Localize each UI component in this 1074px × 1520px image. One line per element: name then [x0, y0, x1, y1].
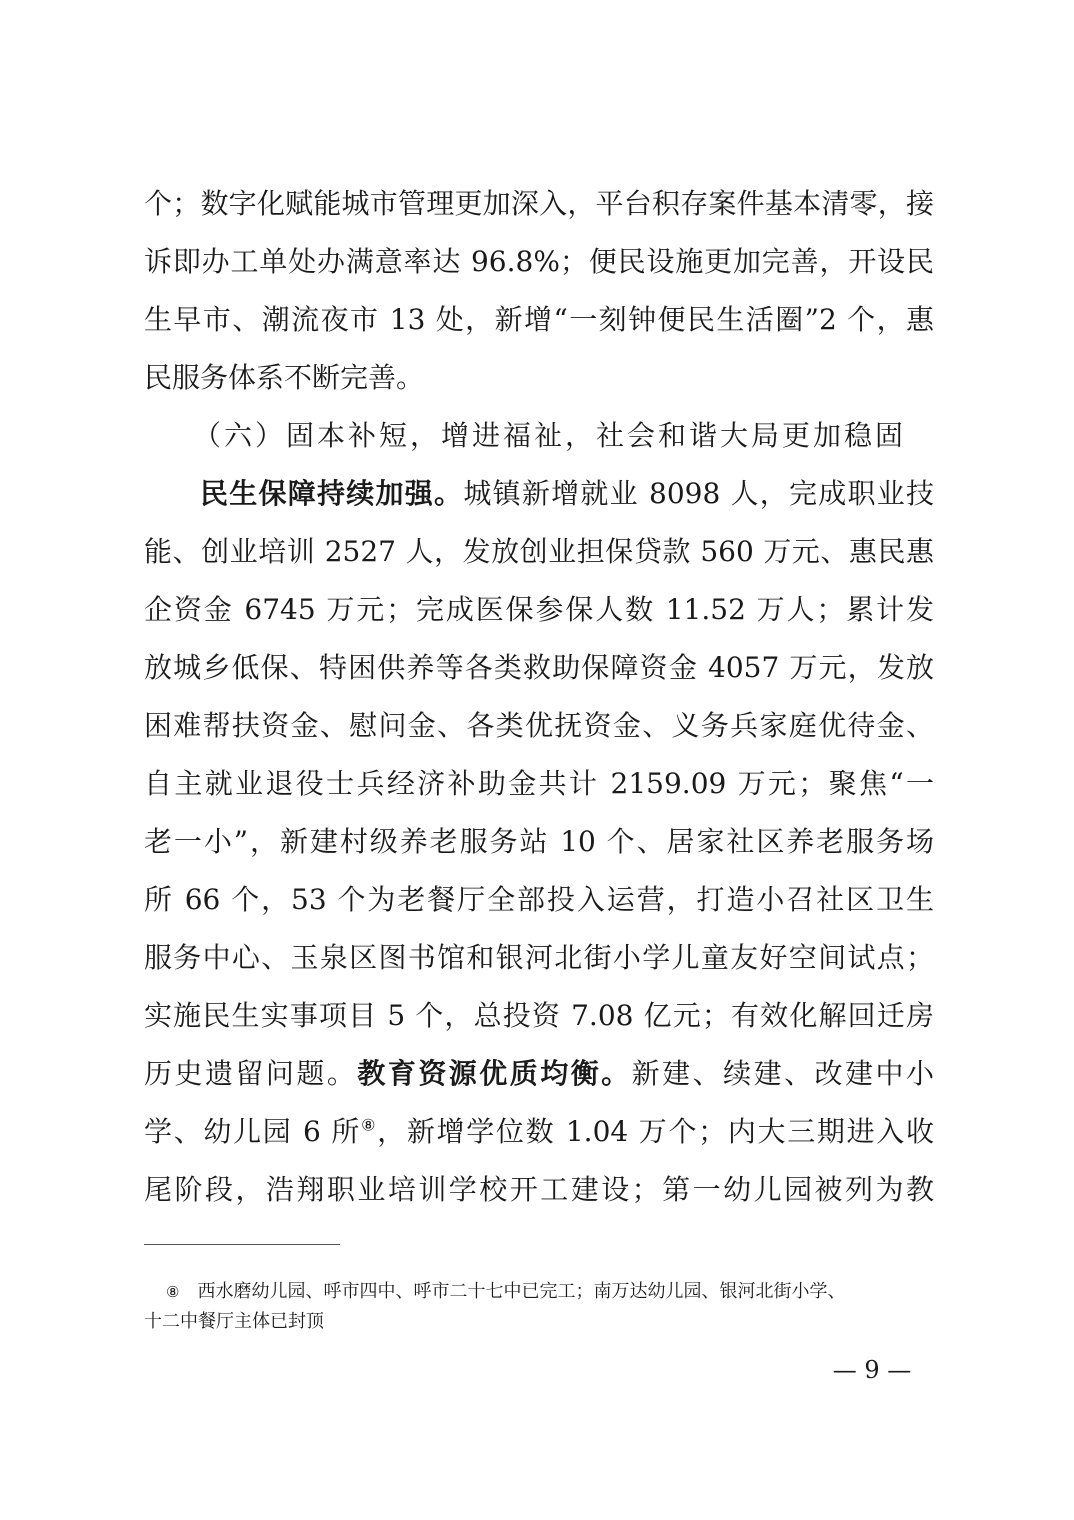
body-line: 个；数字化赋能城市管理更加深入，平台积存案件基本清零，接 [144, 187, 934, 220]
body-line: 老一小”，新建村级养老服务站 10 个、居家社区养老服务场 [144, 825, 934, 858]
body-text: 城镇新增就业 8098 人，完成职业技 [463, 477, 934, 510]
body-line: 能、创业培训 2527 人，发放创业担保贷款 560 万元、惠民惠 [144, 535, 934, 568]
body-line: 尾阶段，浩翔职业培训学校开工建设；第一幼儿园被列为教 [144, 1173, 934, 1206]
footnote-reference[interactable]: ⑧ [361, 1115, 378, 1135]
body-line [144, 1112, 934, 1152]
body-text: 历史遗留问题。 [144, 1057, 358, 1090]
footnote-mark: ⑧ [166, 1283, 180, 1301]
body-line: 服务中心、玉泉区图书馆和银河北街小学儿童友好空间试点； [144, 941, 934, 974]
body-line [144, 1054, 934, 1094]
body-line: 困难帮扶资金、慰问金、各类优抚资金、义务兵家庭优待金、 [144, 709, 934, 742]
body-line: 自主就业退役士兵经济补助金共计 2159.09 万元；聚焦“一 [144, 767, 934, 800]
body-text: 学、幼儿园 6 所 [144, 1115, 362, 1148]
body-line: 放城乡低保、特困供养等各类救助保障资金 4057 万元，发放 [144, 651, 934, 684]
body-line: 所 66 个，53 个为老餐厅全部投入运营，打造小召社区卫生 [144, 883, 934, 916]
body-text: ，新增学位数 1.04 万个；内大三期进入收 [377, 1115, 934, 1148]
body-line: 实施民生实事项目 5 个，总投资 7.08 亿元；有效化解回迁房 [144, 999, 934, 1032]
body-line: 企资金 6745 万元；完成医保参保人数 11.52 万人；累计发 [144, 593, 934, 626]
body-line: 生早市、潮流夜市 13 处，新增“一刻钟便民生活圈”2 个，惠 [144, 303, 934, 336]
body-line: 诉即办工单处办满意率达 96.8%；便民设施更加完善，开设民 [144, 245, 934, 278]
footnote-line: 十二中餐厅主体已封顶 [144, 1311, 324, 1332]
section-heading: （六）固本补短，增进福祉，社会和谐大局更加稳固 [193, 419, 907, 452]
body-text: 新建、续建、改建中小 [631, 1057, 934, 1090]
lead-heading: 民生保障持续加强。 [200, 477, 464, 510]
lead-heading: 教育资源优质均衡。 [357, 1057, 632, 1090]
footnote-divider [144, 1244, 340, 1245]
footnote-text: 西水磨幼儿园、呼市四中、呼市二十七中已完工；南万达幼儿园、银河北街小学、 [197, 1281, 846, 1302]
body-line: 民服务体系不断完善。 [144, 361, 425, 394]
footnote-line [144, 1276, 934, 1308]
page-number: — 9 — [832, 1356, 912, 1384]
body-line [200, 474, 934, 514]
